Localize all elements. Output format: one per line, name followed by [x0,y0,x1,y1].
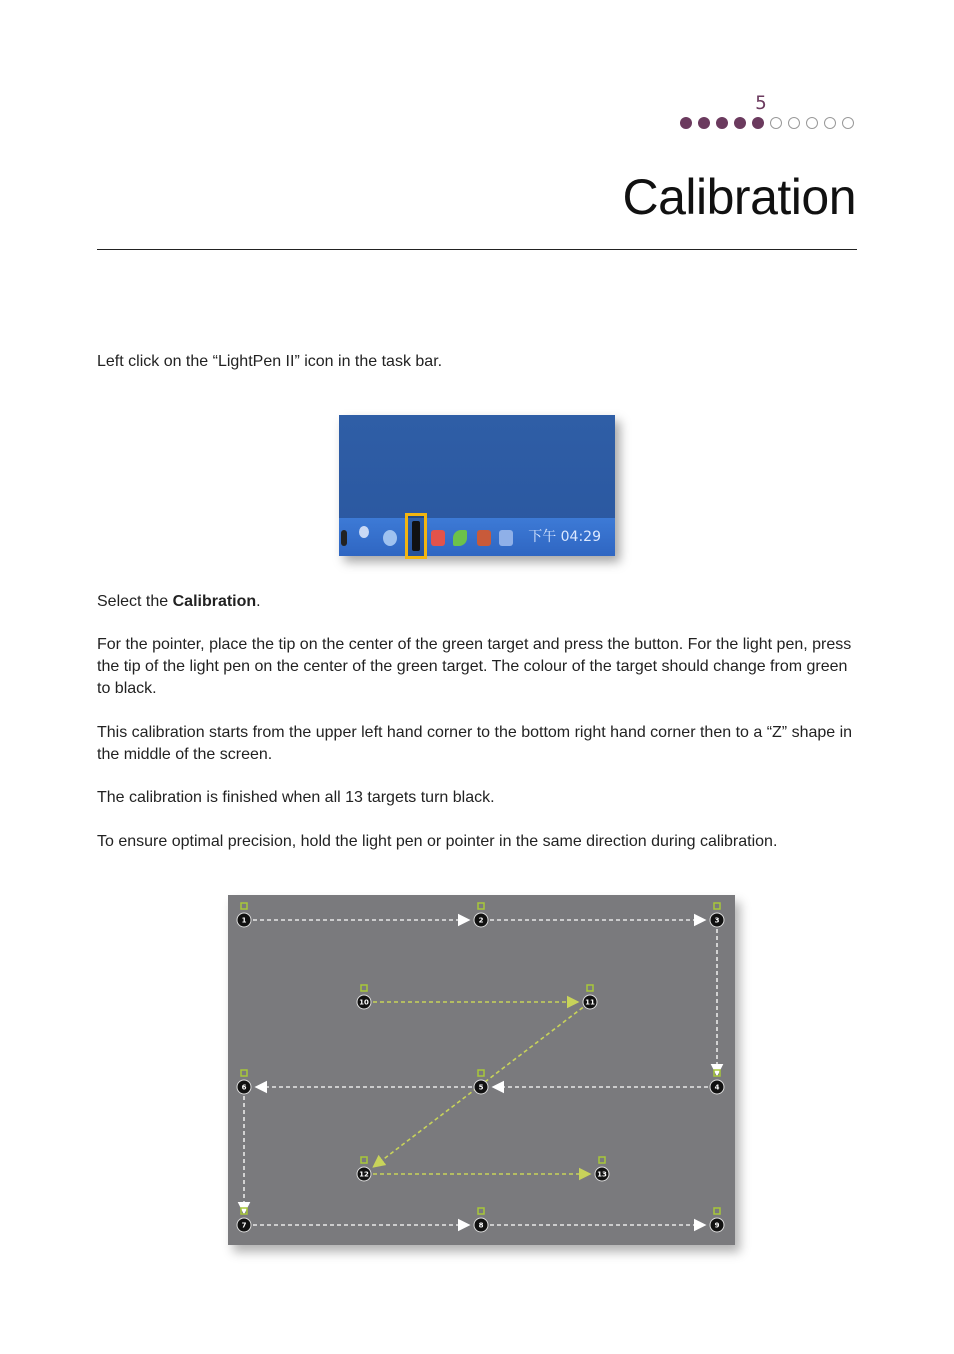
green-target-marker [714,903,720,909]
step2-suffix: . [256,593,261,610]
calibration-target [595,1157,609,1181]
progress-dot [680,117,692,129]
page-title: Calibration [622,169,856,225]
calibration-target [237,1070,251,1094]
calibration-target [357,985,371,1009]
green-target-marker [599,1157,605,1163]
chapter-number: 5 [755,92,767,114]
step-select-calibration [97,591,857,613]
paragraph-calibration-sequence: This calibration starts from the upper left hand corner to the bottom right hand corner then to a “Z” shape in the middle of the screen. [97,724,853,763]
target-number: 10 [359,998,369,1007]
green-target-marker [714,1208,720,1214]
device-icon [341,530,347,546]
network-icon [499,530,513,546]
leaf-icon [453,530,467,546]
progress-dot [788,117,800,129]
progress-dot [716,117,728,129]
chapter-progress-dots [680,117,854,131]
green-target-marker [241,903,247,909]
calibration-target [710,903,724,927]
calibration-target [474,1208,488,1232]
green-target-marker [478,1208,484,1214]
target-number: 5 [478,1083,484,1092]
paragraph-pointer-instructions: For the pointer, place the tip on the center of the green target and press the button. For the light pen, press the tip of the light pen on the center of the green target. The colour of the target should change from green to black. [97,636,852,697]
progress-dot [752,117,764,129]
target-number: 1 [241,916,247,925]
taskbar-strip [339,518,615,556]
calibration-target [474,903,488,927]
target-number: 6 [241,1083,247,1092]
app-icon [431,530,445,546]
paragraph-calibration-finished: The calibration is finished when all 13 targets turn black. [97,789,495,806]
paragraph-precision-tip: To ensure optimal precision, hold the light pen or pointer in the same direction during calibration. [97,833,778,850]
calibration-target [474,1070,488,1094]
progress-dot [770,117,782,129]
help-icon [359,526,369,538]
green-target-marker [478,1070,484,1076]
calibration-target [710,1070,724,1094]
target-number: 8 [478,1221,484,1230]
title-divider [97,249,857,250]
calibration-target [357,1157,371,1181]
calibration-menu-label: Calibration [172,593,257,610]
target-number: 11 [585,998,595,1007]
taskbar-clock: 下午 04:29 [528,529,601,545]
target-number: 3 [714,916,720,925]
green-target-marker [361,985,367,991]
progress-dot [842,117,854,129]
target-number: 2 [478,916,484,925]
target-number: 9 [714,1221,720,1230]
volume-icon [477,530,491,546]
step-taskbar-instruction: Left click on the “LightPen II” icon in the task bar. [97,353,443,370]
target-number: 13 [597,1170,607,1179]
progress-dot [806,117,818,129]
green-target-marker [587,985,593,991]
target-number: 4 [714,1083,720,1092]
calibration-target [237,903,251,927]
progress-dot [698,117,710,129]
lightpen-icon[interactable] [412,521,420,551]
calibration-target [583,985,597,1009]
step2-prefix: Select the [97,593,173,610]
progress-dot [734,117,746,129]
target-number: 12 [359,1170,369,1179]
green-target-marker [478,903,484,909]
progress-dot [824,117,836,129]
calibration-target [710,1208,724,1232]
green-target-marker [241,1070,247,1076]
target-number: 7 [241,1221,247,1230]
back-icon [383,530,397,546]
calibration-screenshot [228,895,735,1245]
taskbar-screenshot [339,415,615,556]
green-target-marker [361,1157,367,1163]
calibration-diagram [228,895,735,1245]
